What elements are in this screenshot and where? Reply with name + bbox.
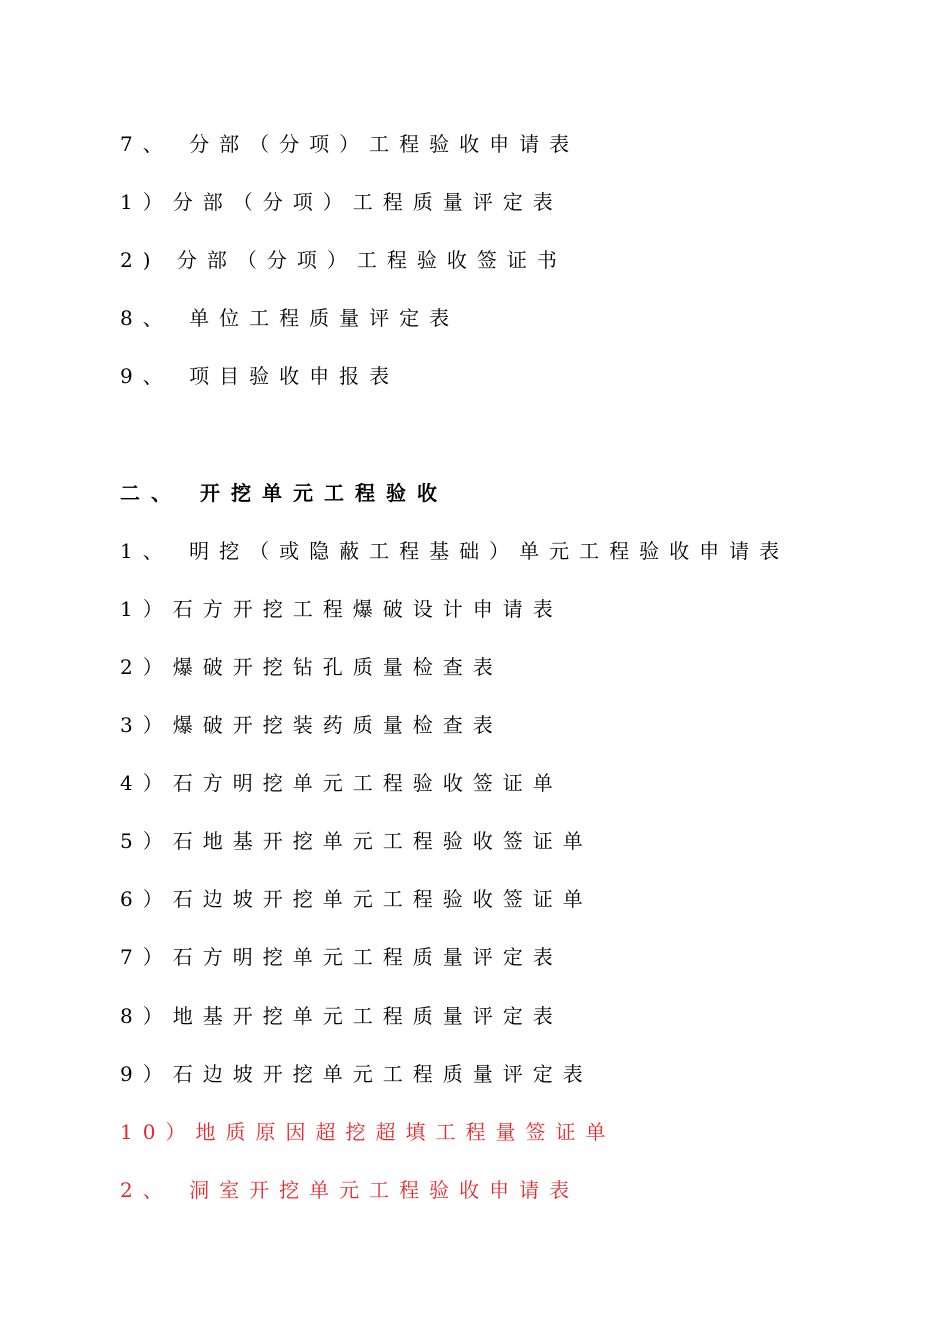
list-item: 8、 单位工程质量评定表 [120, 306, 460, 330]
list-item: 2）爆破开挖钻孔质量检查表 [120, 655, 503, 679]
list-item: 9、 项目验收申报表 [120, 364, 400, 388]
list-item-highlighted: 10）地质原因超挖超填工程量签证单 [120, 1120, 616, 1144]
list-item: 3）爆破开挖装药质量检查表 [120, 713, 503, 737]
list-item: 5）石地基开挖单元工程验收签证单 [120, 829, 593, 853]
list-item: 7）石方明挖单元工程质量评定表 [120, 945, 563, 969]
list-item: 1）分部（分项）工程质量评定表 [120, 190, 563, 214]
list-item: 2) 分部（分项）工程验收签证书 [120, 248, 567, 272]
list-item: 1、 明挖（或隐蔽工程基础）单元工程验收申请表 [120, 539, 790, 563]
section-heading: 二、 开挖单元工程验收 [120, 481, 448, 505]
list-item: 4）石方明挖单元工程验收签证单 [120, 771, 563, 795]
list-item: 8）地基开挖单元工程质量评定表 [120, 1004, 563, 1028]
list-item: 7、 分部（分项）工程验收申请表 [120, 132, 580, 156]
list-item: 9）石边坡开挖单元工程质量评定表 [120, 1062, 593, 1086]
list-item-highlighted: 2、 洞室开挖单元工程验收申请表 [120, 1178, 580, 1202]
list-item: 6）石边坡开挖单元工程验收签证单 [120, 887, 593, 911]
list-item: 1）石方开挖工程爆破设计申请表 [120, 597, 563, 621]
